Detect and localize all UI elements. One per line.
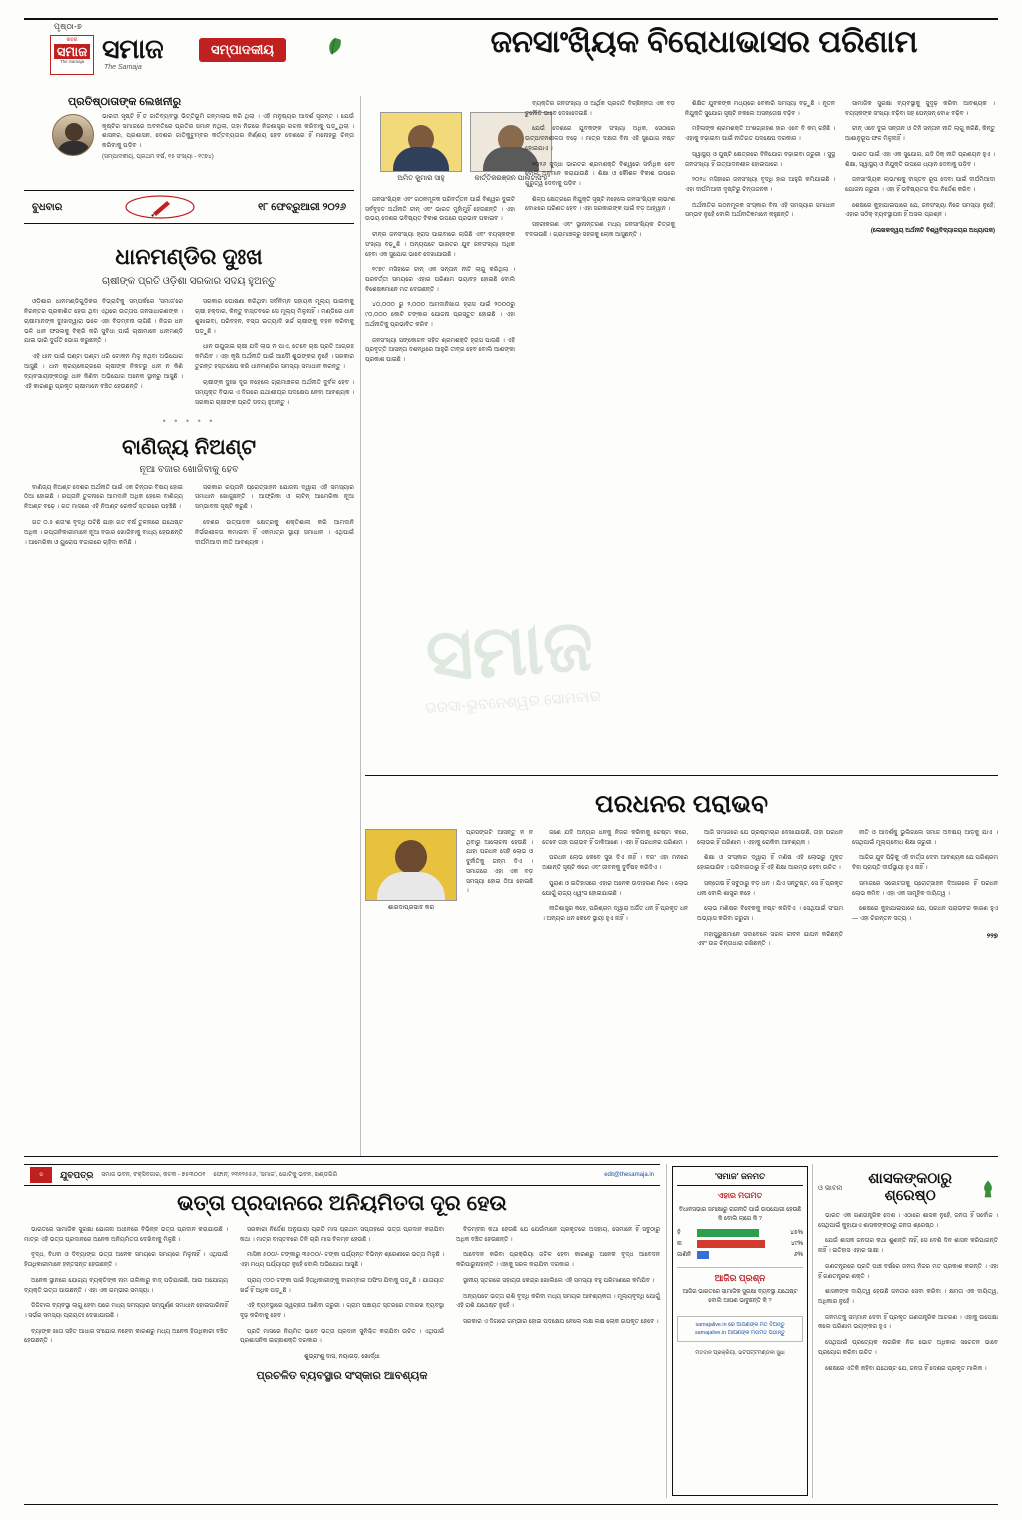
main-feature-para: ଚୀନ୍‌ର ଜନସଂଖ୍ୟା ହ୍ରାସ ପାଇବାରେ ଲାଗିଛି ଏବଂ ବୟସ୍କଙ୍କ ସଂଖ୍ୟା ବଢ଼ୁଛି । ଅନ୍ୟପଟେ ଭାରତର ଯୁବ ଜନସଂଖ୍ୟା ଅଧିକ ହେବା ଏକ ସୁଯୋଗ ଭାବେ ଦେଖାଯାଉଛି ।: [365, 232, 515, 258]
second-feature-col-1: [542, 829, 688, 956]
bottom-article-para: ସ୍ଥାନୀୟ ସ୍ତରରେ ସହାୟତା କେନ୍ଦ୍ର ଖୋଲିଲେ ଏହି ସମସ୍ୟା ବହୁ ପରିମାଣରେ କମିଯିବ ।: [463, 1277, 655, 1284]
poll-bar: [697, 1251, 709, 1259]
second-feature-author-name: ଶାରଦାପ୍ରସାଦ କର: [387, 904, 435, 911]
poll-results: [677, 1229, 803, 1259]
main-feature-para: ସ୍ୱାସ୍ଥ୍ୟ ଓ ପୁଷ୍ଟି କ୍ଷେତ୍ରରେ ବିନିଯୋଗ ବଢ଼ାଇବା ଜରୁରୀ । ସୁସ୍ଥ ଜନସଂଖ୍ୟା ହିଁ ଉତ୍ପାଦନଶୀଳ ହୋଇପାରେ ।: [685, 151, 835, 168]
watermark-text: ସମାଜ: [423, 604, 596, 697]
right-bottom-title: ଶାସକଙ୍କଠାରୁ ଶ୍ରେଷ୍ଠ: [868, 1170, 953, 1204]
footer-brand: ଯୁବପତ୍ର: [60, 1169, 94, 1180]
masthead: [24, 22, 998, 84]
main-feature-para: ଶେଷରେ କୁହାଯାଇପାରେ ଯେ, ଜନସଂଖ୍ୟା ନିଜେ ସମସ୍ୟା ନୁହେଁ; ଏହାର ସଠିକ୍ ବ୍ୟବସ୍ଥାପନା ହିଁ ଅସଲ ପ୍ରଶ୍ନ ।: [845, 202, 995, 219]
logo-bottom-text: The Samaja: [59, 59, 85, 64]
tree-icon: [978, 1179, 998, 1199]
second-feature-para: ଶିକ୍ଷା ଓ ସଂସ୍କାର ଦ୍ୱାରା ହିଁ ମଣିଷ ଏହି ଲୋଭରୁ ମୁକ୍ତ ହୋଇପାରିବ । ପରିବାରଠାରୁ ହିଁ ଏହି ଶିକ୍ଷା ଆରମ୍ଭ ହେବା ଉଚିତ ।: [697, 855, 843, 872]
bottom-article: [24, 1192, 660, 1383]
editorial-2-body: [24, 483, 354, 554]
right-bottom-body: [818, 1212, 998, 1374]
poll-bar: [697, 1240, 765, 1248]
second-feature-para: ସନ୍ତୋଷ ହିଁ ସବୁଠାରୁ ବଡ଼ ଧନ । ଯିଏ ସନ୍ତୁଷ୍ଟ, ସେ ହିଁ ପ୍ରକୃତ ଧନୀ ବୋଲି ଶାସ୍ତ୍ର କହେ ।: [697, 880, 843, 897]
poll-bar: [697, 1229, 759, 1237]
founder-quote-box: [24, 96, 354, 186]
bottom-article-para: ଆବେଦନ କରିବା ପ୍ରକ୍ରିୟା ଜଟିଳ ହେବା କାରଣରୁ ଅନେକ ବୃଦ୍ଧ ଆବେଦନ କରିପାରୁନାହାନ୍ତି । ଏହାକୁ ସରଳ କରାଯିବା ଦରକାର ।: [456, 1252, 660, 1269]
second-feature-author-block: [365, 829, 457, 956]
main-feature-para: ସହରୀକରଣ ଏବଂ ସ୍ଥାନାନ୍ତରଣ ମଧ୍ୟ ଜନସାଂଖ୍ୟିକ ଚିତ୍ରକୁ ବଦଳାଉଛି । ଗ୍ରାମାଞ୍ଚଳରୁ ସହରକୁ ଲୋକ ଆସୁଛନ୍ତି ।: [525, 222, 675, 238]
bottom-article-para: ପ୍ରତି ମାସରେ ନିୟମିତ ଭାବେ ଭତ୍ତା ପ୍ରଦାନ ସୁନିଶ୍ଚିତ କରାଯିବା ଉଚିତ । ଏଥିପାଇଁ ପ୍ରଶାସନିକ ଇଚ୍ଛାଶକ୍ତି ଦରକାର ।: [240, 1328, 444, 1345]
page-bottom-rule: [24, 1504, 998, 1505]
editorial-1-para: ଧାନ ଉପୁଜାଇ ଚାଷୀ ଯଦି ଲାଭ ନ ପାଏ, ତେବେ ଚାଷ ପ୍ରତି ଆଗ୍ରହ କମିଯିବ । ଏହା କୃଷି ଅର୍ଥନୀତି ପାଇଁ ଆଦୌ ଶୁଭଙ୍କର ନୁହେଁ । ସରକାର ତୁରନ୍ତ ହସ୍ତକ୍ଷେପ କରି ଧାନମଣ୍ଡିର ସମସ୍ୟା ସମାଧାନ କରନ୍ତୁ ।: [195, 343, 354, 371]
main-feature-para: ଜନସାଂଖ୍ୟିକ ଲାଭାଂଶକୁ ବାସ୍ତବ ରୂପ ଦେବା ପାଇଁ ଦୀର୍ଘମିଆଦୀ ଯୋଜନା ଜରୁରୀ । ଏହା ହିଁ ଭବିଷ୍ୟତର ଦିଗ ନିର୍ଦ୍ଦେଶ କରିବ ।: [845, 177, 995, 194]
bottom-article-para: ଡିଜିଟାଲ ବ୍ୟବସ୍ଥା ଲାଗୁ ହେବା ପରେ ମଧ୍ୟ ସମସ୍ୟାର ସମ୍ପୂର୍ଣ୍ଣ ସମାଧାନ ହୋଇପାରିନାହିଁ । ସର୍ଭର ସମସ୍ୟା ପ୍ରାୟତଃ ଦେଖାଯାଉଛି ।: [24, 1303, 228, 1320]
second-feature-para: ଲୋଭ ମଣିଷର ବିବେକକୁ ନଷ୍ଟ କରିଦିଏ । ସେଥିପାଇଁ ସଂଯମ ଅଭ୍ୟାସ କରିବା ଜରୁରୀ ।: [697, 906, 843, 923]
issue-date: ୧୮ ଫେବ୍ରୁଆରୀ ୨୦୨୬: [258, 201, 346, 213]
bottom-article-para: ସରକାର ଏ ଦିଗରେ ଗମ୍ଭୀର ହୋଇ ପଦକ୍ଷେପ ନେଲେ ଲକ୍ଷ ଲକ୍ଷ ଲୋକ ଉପକୃତ ହେବେ ।: [463, 1319, 659, 1326]
footer-logo: ସ: [30, 1167, 52, 1183]
main-feature-para: ୨୦୨୬ ସୁଦ୍ଧା ଭାରତର ଶ୍ରମଶକ୍ତି ବିଶ୍ୱରେ ସର୍ବାଧିକ ହେବ ବୋଲି ଅନୁମାନ କରାଯାଉଛି । ଶିକ୍ଷା ଓ କୌଶଳ ବିକାଶ ଉପରେ ଗୁରୁତ୍ୱ ଦେବାକୁ ପଡ଼ିବ ।: [525, 161, 675, 188]
watermark-subtext: ଭରସା-ଭୁବନେଶ୍ୱର ସୋମବାର: [424, 687, 602, 717]
poll-links[interactable]: [677, 1316, 803, 1342]
editorial-1-subtitle: ଚାଷୀଙ୍କ ପ୍ରତି ଓଡ଼ିଶା ସରକାର ସଦୟ ହୁଅନ୍ତୁ: [101, 276, 277, 287]
main-feature-col-2: [525, 100, 675, 372]
right-bottom-para: ଗଣତନ୍ତ୍ରରେ ପ୍ରତି ପାଞ୍ଚ ବର୍ଷରେ ଜନତା ନିଜର ମତ ପ୍ରକାଶ କରନ୍ତି । ଏହା ହିଁ ଗଣତନ୍ତ୍ରର ଶକ୍ତି ।: [818, 1263, 998, 1280]
footer-masthead-bar: [24, 1164, 660, 1186]
poll-result-row: [677, 1240, 803, 1248]
bottom-article-col-3: [456, 1226, 660, 1383]
main-feature-article: [365, 100, 998, 372]
second-feature-title: ପରଧନର ପରାଭବ: [595, 790, 768, 818]
main-feature-col-3: [685, 100, 835, 372]
main-feature-para: ବ୍ୟକ୍ତିର ଜନସଂଖ୍ୟା ଓ ଆର୍ଥିକ ପ୍ରଗତି ବିଚ୍ଛିନ୍ନତା ଏକ ବଡ଼ ଚୁନୌତି ଭାବେ ଦେଖାଦେଇଛି ।: [525, 101, 675, 117]
leaf-icon: [324, 36, 346, 58]
poll-heading: 'ସମାଜ' ଜନମତ: [677, 1171, 803, 1186]
bottom-article-para: ଅନ୍ୟପଟେ ଭତ୍ତା ରାଶି ବୃଦ୍ଧି କରିବା ମଧ୍ୟ ସମୟର ଆବଶ୍ୟକତା । ମୂଲ୍ୟବୃଦ୍ଧି ଯୋଗୁଁ ଏହି ରାଶି ଯଥେଷ୍ଟ ନୁହେଁ ।: [456, 1293, 660, 1310]
editorial-1-para: ଚାଷୀଙ୍କ ଦୁଃଖ ଦୂର ନହେଲେ ଗ୍ରାମାଞ୍ଚଳର ଅର୍ଥନୀତି ଦୁର୍ବଳ ହେବ । ସମ୍ପୃକ୍ତ ବିଭାଗ ଏ ଦିଗରେ ଯଥାଶୀଘ୍ର ପଦକ୍ଷେପ ନେବା ଆବଶ୍ୟକ । ସରକାର ଚାଷୀଙ୍କ ପ୍ରତି ସଦୟ ହୁଅନ୍ତୁ ।: [195, 379, 354, 406]
second-feature-para: ପୁରାଣ ଓ ଇତିହାସରେ ଏହାର ଅନେକ ଉଦାହରଣ ମିଳେ । ଲୋଭ ଯୋଗୁଁ ରାଜ୍ୟ ଧ୍ୱଂସ ହୋଇଯାଇଛି ।: [542, 880, 689, 897]
right-bottom-para: ଯେଉଁ ଶାସକ ଜନତାର କଥା ଶୁଣନ୍ତି ନାହିଁ, ସେ ବେଶି ଦିନ ଶାସନ କରିପାରନ୍ତି ନାହିଁ । ଇତିହାସ ଏହାର ସାକ୍ଷୀ ।: [818, 1238, 998, 1255]
main-feature-para: ଯେଉଁ ଦେଶରେ ଯୁବକଙ୍କ ସଂଖ୍ୟା ଅଧିକ, ସେଠାରେ ଉତ୍ପାଦନଶୀଳତା ବଢ଼େ । ମାତ୍ର ଦକ୍ଷତା ବିନା ଏହି ସୁଯୋଗ ନଷ୍ଟ ହୋଇଯାଏ ।: [525, 126, 675, 152]
paper-logo: [50, 35, 94, 75]
right-bottom-para: ଭାରତ ଏକ ଗଣତାନ୍ତ୍ରିକ ଦେଶ । ଏଠାରେ ଶାସକ ନୁହେଁ, ଜନତା ହିଁ ସର୍ବୋଚ୍ଚ । ସେଥିପାଇଁ କୁହାଯାଏ ଶାସକଙ୍କଠାରୁ ଜନତା ଶ୍ରେଷ୍ଠ ।: [818, 1213, 998, 1229]
logo-mid-text: ସମାଜ: [54, 44, 90, 59]
second-feature-para: ସମାଜରେ ସଚ୍ଚୋଟତାକୁ ପ୍ରୋତ୍ସାହନ ଦିଆଗଲେ ହିଁ ପରଧନ ଲୋଭ କମିବ । ଏହା ଏକ ସାମୂହିକ ଦାୟିତ୍ୱ ।: [852, 880, 998, 897]
footer-phone: ଫୋନ୍: ୨୩୧୨୫୫୬, 'ସମାଜ', ଗୋଟିକୁ ଭବନ, ଖଣ୍ଡଗିରି: [213, 1171, 338, 1178]
poll-result-row: [677, 1229, 803, 1237]
poll-box: [672, 1166, 808, 1496]
author-2-name: କାର୍ତ୍ତିକରଞ୍ଜନ ପାଲଟାସିଂହ: [474, 175, 548, 182]
paper-name: ସମାଜ: [102, 34, 164, 64]
column-divider: [360, 96, 361, 1156]
second-feature-para: ଆଜି ସମାଜରେ ଯେ ଭ୍ରଷ୍ଟାଚାର ଦେଖାଯାଉଛି, ତାହା ପରଧନ ଲୋଭର ହିଁ ପରିଣାମ । ଏହାକୁ ରୋକିବା ଆବଶ୍ୟକ ।: [697, 830, 843, 846]
main-feature-para: ୪୦,୦୦୦ ରୁ ୨,୦୦୦ ଆମଦାନିଖାତା ହ୍ରାସ ପାଇଁ ୨୦୦୦ରୁ ୯୦,୦୦୦ କୋଟି ଟଙ୍କାର ଯୋଜନା ପ୍ରସ୍ତୁତ ହୋଇଛି । ଏହା ଅର୍ଥନୀତିକୁ ପ୍ରଭାବିତ କରିବ ।: [365, 302, 515, 328]
right-bottom-article: [818, 1166, 998, 1380]
watermark: [294, 546, 727, 775]
main-feature-para: ୧୯୭୯ ମସିହାରେ ଚୀନ୍ ଏକ ସନ୍ତାନ ନୀତି ଲାଗୁ କରିଥିଲା । ପରବର୍ତ୍ତୀ ସମୟରେ ଏହାର ପରିଣାମ ଭୟାବହ ହୋଇଛି ବୋଲି ବିଶେଷଜ୍ଞମାନେ ମତ ଦେଉଛନ୍ତି ।: [365, 267, 515, 293]
poll-result-row: [677, 1251, 803, 1259]
main-headline: ଜନସାଂଖ୍ୟିକ ବିରୋଧାଭାସର ପରିଣାମ: [490, 24, 918, 59]
date-bar: [24, 190, 354, 224]
main-feature-col-4: [845, 100, 995, 372]
bottom-article-para: ବିଡ଼ମ୍ବନା କଥା ହେଉଛି ଯେ ଯେଉଁମାନେ ପ୍ରକୃତରେ ଅସହାୟ, ସେମାନେ ହିଁ ସବୁଠାରୁ ଅଧିକ ବଞ୍ଚିତ ହେଉଛନ୍ତି ।: [456, 1227, 660, 1243]
second-feature-lead: [466, 829, 533, 956]
main-feature-para: ସାମାଜିକ ସୁରକ୍ଷା ବ୍ୟବସ୍ଥାକୁ ସୁଦୃଢ଼ କରିବା ଆବଶ୍ୟକ । ବୟସ୍କଙ୍କ ସଂଖ୍ୟା ବଢ଼ିବା ସହ ପେନ୍‌ସନ୍ ବୋଝ ବଢ଼ିବ ।: [845, 101, 995, 117]
founder-quote-text: ଭାରତୀ ସୃଷ୍ଟି ହିଁ ତ ଜାତିବ୍ୟବସ୍ଥା ଭିତ୍ତିଭୂମି ଜନ୍ମଲାଭ କରି ଥିଲା । ଏହି ମନୁଷ୍ୟର ଆଦର୍ଶ ସୃଜନ୍ତ । ଯେଉଁ କୃଷ୍ଟିର ସମାଜରେ ଅବନତିରେ ପ୍ରତିର ସମାନ ନଥିଲା, ତାହା ନିଜରେ ନିଜଶାସ୍ତ୍ର ରଚନା କରିବାକୁ ପଡ଼ୁଥିଲା । ଶାସନର, ପ୍ରଶାସନ, ଦେଶର ଜାତିକୁଟୁମ୍ବର କର୍ତ୍ତବ୍ୟତାର ନିର୍ଣ୍ଣୟ ହେବ ଦେଶରେ ହିଁ ମନୋହରୁ ଚିନ୍ତା କରିବାକୁ ପଡ଼ିବ ।: [102, 113, 354, 149]
editorial-1-title: ଧାନମଣ୍ଡିର ଦୁଃଖ: [115, 244, 263, 269]
pen-nib-icon: [123, 194, 197, 220]
bottom-article-para: ବ୍ୟାଙ୍କ ଖାତା ସହିତ ଆଧାର ସଂଯୋଗ ନହେବା କାରଣରୁ ମଧ୍ୟ ଅନେକ ହିତାଧିକାରୀ ବଞ୍ଚିତ ହେଉଛନ୍ତି ।: [24, 1328, 228, 1345]
poll-right-divider: [812, 1164, 813, 1498]
second-feature-article: [365, 790, 998, 956]
bottom-article-col-2: [240, 1226, 444, 1383]
editorial-2-para: ଦେଶର ଉତ୍ପାଦନ କ୍ଷେତ୍ରକୁ ଶକ୍ତିଶାଳୀ କରି ଆମଦାନି ନିର୍ଭରଶୀଳତା କମାଇବା ହିଁ ଏକମାତ୍ର ସ୍ଥାୟୀ ସମାଧାନ । ଏଥିପାଇଁ ଦୀର୍ଘମିଆଦୀ ନୀତି ଆବଶ୍ୟକ ।: [195, 519, 354, 546]
main-feature-para: ମହିଳାଙ୍କ ଶ୍ରମଶକ୍ତି ଅଂଶଗ୍ରହଣ ହାର ଏବେ ବି କମ୍ ରହିଛି । ଏହାକୁ ବଢ଼ାଇବା ପାଇଁ ନୀତିଗତ ପଦକ୍ଷେପ ଦରକାର ।: [685, 126, 835, 143]
editorial-column: [24, 230, 354, 554]
weekday-label: ବୁଧବାର: [32, 201, 63, 213]
main-feature-para: ଜନସାଂଖ୍ୟିକ ଏବଂ ଗଠନମୂଳକ ପରିବର୍ତ୍ତନ ପାଇଁ ବିଶ୍ୱର ଦୁଇଟି ସର୍ବବୃହତ ଅର୍ଥନୀତି ଚୀନ୍ ଏବଂ ଭାରତ ମୁହାଁମୁହିଁ ହେଉଛନ୍ତି । ଏହା ଉଭୟ ଦେଶର ଭବିଷ୍ୟତ ବିକାଶ ଉପରେ ପ୍ରଭାବ ପକାଇବ ।: [365, 197, 515, 223]
bottom-article-para: ଅନେକ ସ୍ଥାନରେ ଯୋଗ୍ୟ ବ୍ୟକ୍ତିଙ୍କ ନାମ ତାଲିକାରୁ ବାଦ୍ ପଡ଼ିଯାଇଛି, ଆଉ ଅଯୋଗ୍ୟ ବ୍ୟକ୍ତି ଭତ୍ତା ପାଉଛନ୍ତି । ଏହା ଏକ ଗମ୍ଭୀର ସମସ୍ୟା ।: [24, 1277, 228, 1294]
author-1-name: ଅମିତ କୁମାର ସାହୁ: [397, 175, 445, 182]
main-feature-para: ୨୦୨୪ ମସିହାରେ ଜନସଂଖ୍ୟା ବୃଦ୍ଧି ହାର ଆହୁରି କମିଯାଇଛି । ଏହା ଦୀର୍ଘମିଆଦୀ ଦୃଷ୍ଟିରୁ ଚିନ୍ତାଜନକ ।: [685, 177, 835, 194]
second-feature-para: ଆଜିର ଯୁବ ପିଢ଼ିକୁ ଏହି ବାର୍ତ୍ତା ଦେବା ଆବଶ୍ୟକ ଯେ ପରିଶ୍ରମ ବିନା ପ୍ରାପ୍ତି ଦୀର୍ଘସ୍ଥାୟୀ ହୁଏ ନାହିଁ ।: [852, 855, 998, 872]
second-feature-col-2: [697, 829, 843, 956]
bottom-article-col-1: [24, 1226, 228, 1383]
second-feature-para: ନୀତି ଓ ଆଦର୍ଶକୁ ଭୁଲିଗଲେ ସମାଜ ଅବକ୍ଷୟ ଆଡ଼କୁ ଯାଏ । ସେଥିପାଇଁ ମୂଲ୍ୟବୋଧ ଶିକ୍ଷା ଜରୁରୀ ।: [852, 830, 998, 846]
editorial-2-para: ସରକାର ରପ୍ତାନି ପ୍ରୋତ୍ସାହନ ଯୋଜନା ଦ୍ୱାରା ଏହି ସମସ୍ୟାର ସମାଧାନ ଖୋଜୁଛନ୍ତି । ଆଫ୍ରିକା ଓ ଲାଟିନ୍ ଆମେରିକା ନୂଆ ସମ୍ଭାବନା ସୃଷ୍ଟି କରୁଛି ।: [195, 483, 354, 511]
poll-question: ବିଧାନସଭାର ସମୀକ୍ଷାରୁ ରାଜନୀତି ପାଇଁ ଉପଯୋଗୀ ହେଉଛି କି ବୋଲି ଲାଗେ କି ?: [678, 1207, 802, 1222]
main-feature-col-1: [365, 100, 515, 372]
poll-footer-note: ମତଦାନ ପ୍ରକ୍ରିୟା, ଭଟପଟ୍ଟମଣ୍ଡଳୀ ସୁଧା: [695, 1349, 785, 1356]
second-feature-para: ଜଣେ ଯଦି ଅନ୍ୟର ଧନକୁ ନିଜର କରିବାକୁ ଚେଷ୍ଟା କରେ, ତେବେ ତାହା ପରାଭବ ହିଁ ଡାକିଆଣେ । ଏହା ହିଁ ପରଧନର ପରିଣାମ ।: [542, 830, 689, 846]
bottom-article-para: ବୃଦ୍ଧ, ବିଧବା ଓ ଦିବ୍ୟାଙ୍ଗ ଭତ୍ତା ଅନେକ ସମୟରେ ସମୟରେ ମିଳୁନାହିଁ । ଏଥିପାଇଁ ହିତାଧିକାରୀମାନେ ହନ୍ତସନ୍ତ ହେଉଛନ୍ତି ।: [24, 1252, 228, 1269]
bottom-article-para: ଭାରତରେ ସାମାଜିକ ସୁରକ୍ଷା ଯୋଜନା ଅଧୀନରେ ବିଭିନ୍ନ ଭତ୍ତା ପ୍ରଦାନ କରାଯାଉଛି । ମାତ୍ର ଏହି ଭତ୍ତା ପ୍ରଦାନରେ ଅନେକ ଅନିୟମିତତା ଦେଖିବାକୁ ମିଳୁଛି ।: [24, 1227, 228, 1243]
poll-link-1[interactable]: samajalive.in ରେ ଆପଣଙ୍କ ମତ ଦିଅନ୍ତୁ: [695, 1321, 785, 1328]
poll-option-label: ହଁ: [677, 1229, 681, 1236]
bottom-article-para: ପ୍ରାୟ ୯୦୦ ଟଙ୍କା ପାଇଁ ହିତାଧିକାରୀଙ୍କୁ ବାରମ୍ବାର ଅଫିସ ଯିବାକୁ ପଡ଼ୁଛି । ଯାତାୟାତ ଖର୍ଚ୍ଚ ହିଁ ଅଧିକ ପଡ଼ୁଛି ।: [240, 1277, 444, 1294]
feature-divider: [365, 775, 998, 776]
bottom-article-credit: ଶୁଭ୍ରାଂଶୁ ଦାସ, ନୟାଗଡ଼, ଖୋର୍ଦ୍ଧା: [304, 1354, 380, 1361]
poll-percent: ୪୫%: [790, 1229, 803, 1236]
poll-next-question: ଆଜିର ଭାରତରେ ସାମାଜିକ ସୁରକ୍ଷା ବ୍ୟବସ୍ଥା ଯଥେଷ୍ଟ ବୋଲି ଆପଣ ଭାବୁଛନ୍ତି କି ?: [682, 1289, 798, 1305]
bottom-article-para: ଏହି ବ୍ୟବସ୍ଥାରେ ସ୍ୱଚ୍ଛତା ଆଣିବା ଜରୁରୀ । ଗ୍ରାମ ପଞ୍ଚାୟତ ସ୍ତରରେ ତଦାରଖ ବ୍ୟବସ୍ଥା ଦୃଢ଼ କରିବାକୁ ହେବ ।: [240, 1303, 444, 1320]
bottom-article-title: ଭତ୍ତା ପ୍ରଦାନରେ ଅନିୟମିତତା ଦୂର ହେଉ: [177, 1192, 507, 1215]
editorial-2-para: ବାଣିଜ୍ୟ ନିଅଣ୍ଟ ଦେଶର ଅର୍ଥନୀତି ପାଇଁ ଏକ ଚିନ୍ତାର ବିଷୟ ହୋଇ ଠିଆ ହୋଇଛି । ରପ୍ତାନି ତୁଳନାରେ ଆମଦାନି ଅଧିକ ହେଲେ ବାଣିଜ୍ୟ ନିଅଣ୍ଟ ବଢ଼େ । ଗତ ମାସରେ ଏହି ନିଅଣ୍ଟ ରେକର୍ଡ ସ୍ତରରେ ପହଞ୍ଚିଛି ।: [24, 483, 183, 511]
second-feature-para: ଶେଷରେ କୁହାଯାଇପାରେ ଯେ, ପରଧନ ପରାଭବର କାରଣ ହୁଏ — ଏହା ଚିରନ୍ତନ ସତ୍ୟ ।: [852, 906, 998, 923]
second-feature-lead-text: ପ୍ରସଙ୍ଗଟି ଆସନ୍ତୁ ନ ନ ଥିବାରୁ ଆଲୋଚନା ହେଉଛି । ଯାହା ପରଧନ ସେହି ଲୋଭ ଓ ଦୁର୍ନୀତିକୁ ଜନ୍ମ ଦିଏ । ସମାଜରେ ଏହା ଏକ ବଡ଼ ସମସ୍ୟା ହୋଇ ଠିଆ ହୋଇଛି ।: [466, 830, 534, 895]
second-feature-col-3: [852, 829, 998, 956]
paper-tagline: The Samaja: [104, 64, 142, 71]
founder-portrait: [52, 114, 94, 156]
poll-left-divider: [666, 1164, 667, 1498]
founder-quote-attribution: (ସମ୍ପାଦକୀୟ, ପ୍ରଥମ ବର୍ଷ, ୧୫ ସଂଖ୍ୟା - ୧୯୭୪): [102, 154, 214, 161]
right-bottom-para: ଜନମତକୁ ସମ୍ମାନ ଦେବା ହିଁ ପ୍ରକୃତ ଗଣତାନ୍ତ୍ରିକ ଆଚରଣ । ଏହାକୁ ଉପେକ୍ଷା କଲେ ପରିଣାମ ଭୟଙ୍କର ହୁଏ ।: [818, 1314, 998, 1331]
poll-percent: ୬%: [793, 1251, 803, 1258]
editorial-2-para: ଗତ ୦.୫ ଶତାଂଶ ବୃଦ୍ଧି ଘଟିଛି ଯାହା ଗତ ବର୍ଷ ତୁଳନାରେ ଯଥେଷ୍ଟ ଅଧିକ । ରପ୍ତାନିକାରୀମାନେ ନୂଆ ବଜାର ଖୋଜିବାକୁ ବାଧ୍ୟ ହେଉଛନ୍ତି । ଆମେରିକା ଓ ୟୁରୋପ ବଜାରରେ ଚାହିଦା କମିଛି ।: [24, 519, 183, 546]
main-feature-credit: (ଲେଖକଦ୍ୱୟ ଅର୍ଥନୀତି ବିଶ୍ୱବିଦ୍ୟାଳୟର ଅଧ୍ୟାପକ): [870, 228, 995, 235]
poll-percent: ୪୯%: [790, 1240, 803, 1247]
section-pill: ସମ୍ପାଦକୀୟ: [199, 38, 286, 62]
bottom-section-rule: [24, 1156, 998, 1157]
section-divider: • • • • •: [162, 415, 216, 426]
bottom-article-tagline: ପ୍ରଚଳିତ ବ୍ୟବସ୍ଥାର ସଂସ୍କାର ଆବଶ୍ୟକ: [256, 1369, 428, 1382]
poll-option-label: ନା: [677, 1240, 682, 1247]
second-feature-para: ପରଧନ ଲୋଭ କେବେ ସୁଖ ଦିଏ ନାହିଁ । ବରଂ ଏହା ମନରେ ଅଶାନ୍ତି ସୃଷ୍ଟି କରେ ଏବଂ ଜୀବନକୁ ଦୁର୍ବିଷହ କରିଦିଏ ।: [542, 855, 689, 872]
second-feature-para: ନୀତିଶାସ୍ତ୍ର କହେ, ପରିଶ୍ରମ ଦ୍ୱାରା ଅର୍ଜିତ ଧନ ହିଁ ପ୍ରକୃତ ଧନ । ଅନ୍ୟର ଧନ କେବେ ସ୍ଥାୟୀ ହୁଏ ନାହିଁ ।: [542, 906, 689, 923]
top-rule: [24, 18, 998, 20]
poll-next-heading: ଆଜିର ପ୍ରଶ୍ନ: [677, 1267, 803, 1284]
right-bottom-para: ଶାସକଙ୍କ ଦାୟିତ୍ୱ ହେଉଛି ଜନତାର ସେବା କରିବା । କ୍ଷମତା ଏକ ଦାୟିତ୍ୱ, ଅଧିକାର ନୁହେଁ ।: [818, 1289, 998, 1306]
founder-quote-text-wrap: [102, 112, 354, 163]
right-bottom-para: ସେଥିପାଇଁ ପ୍ରତ୍ୟେକ ନାଗରିକ ନିଜ ଭୋଟ ଅଧିକାର ସଚେତନ ଭାବେ ପ୍ରୟୋଗ କରିବା ଉଚିତ ।: [818, 1340, 998, 1356]
editorial-1-para: ସରକାର ଘୋଷଣା କରିଥିବା ସର୍ବନିମ୍ନ ସହାୟକ ମୂଲ୍ୟ ପାଇବାକୁ ଚାଷୀ ହକ୍ଦାର, କିନ୍ତୁ ବାସ୍ତବରେ ସେ ମୂଲ୍ୟ ମିଳୁନାହିଁ । ମଣ୍ଡିରେ ଧାନ ଶୁଖାଇବା, ପରିବହନ, ବସ୍ତା ଇତ୍ୟାଦି ଖର୍ଚ୍ଚ ଚାଷୀଙ୍କୁ ବହନ କରିବାକୁ ପଡ଼ୁଛି ।: [195, 298, 354, 335]
poll-link-2[interactable]: samajalive.in ଆପଣଙ୍କ ମତାମତ ପଠାନ୍ତୁ: [694, 1329, 786, 1336]
founder-quote-title: ପ୍ରତିଷ୍ଠାତାଙ୍କ ଲେଖନୀରୁ: [68, 96, 182, 108]
poll-option-label: ଜାଣିନି: [677, 1251, 692, 1258]
editorial-2-subtitle: ନୂଆ ବଜାର ଖୋଜିବାକୁ ହେବ: [139, 463, 239, 475]
right-bottom-kicker: ଓ ଭାବନା: [818, 1185, 843, 1192]
editorial-2-title: ବାଣିଜ୍ୟ ନିଅଣ୍ଟ: [121, 435, 257, 459]
right-bottom-para: ଶେଷରେ ଏତିକି କହିବା ଯଥେଷ୍ଟ ଯେ, ଜନତା ହିଁ ଦେଶର ପ୍ରକୃତ ମାଲିକ ।: [825, 1365, 987, 1372]
bottom-article-para: ମାସିକ ୫୦୦/- ଟଙ୍କାରୁ ୩୫୦୦/- ଟଙ୍କା ପର୍ଯ୍ୟନ୍ତ ବିଭିନ୍ନ ଶ୍ରେଣୀରେ ଭତ୍ତା ମିଳୁଛି । ଏହା ମଧ୍ୟ ପର୍ଯ୍ୟାପ୍ତ ନୁହେଁ ବୋଲି ଅଭିଯୋଗ ଆସୁଛି ।: [240, 1252, 444, 1269]
main-feature-para: ଜନସଂଖ୍ୟା ସଙ୍କୋଚନ ସହିତ ଶ୍ରମଶକ୍ତି ହ୍ରାସ ପାଉଛି । ଏହି ପ୍ରବୃତ୍ତି ଆସନ୍ତା ଦଶନ୍ଧିରେ ଆହୁରି ତୀବ୍ର ହେବ ବୋଲି ଆଶଙ୍କା ପ୍ରକାଶ ପାଇଛି ।: [365, 337, 515, 364]
editorial-1-para: ଏହି ଧାନ ପାଇଁ ଘଣ୍ଟା ଘଣ୍ଟା ଧରି ଟୋକନ ମିଳୁ ନଥିବା ଅଭିଯୋଗ ଆସୁଛି । ଧାନ କ୍ରୟକେନ୍ଦ୍ରରେ ଚାଷୀଙ୍କ ନିକଟରୁ ଧାନ ନ କିଣି ବ୍ୟବସାୟୀଙ୍କଠାରୁ ଧାନ କିଣିବା ଅଭିଯୋଗ ଅନେକ ସ୍ଥାନରୁ ଆସୁଛି । ଏହି କାରଣରୁ ପ୍ରକୃତ ଚାଷୀମାନେ ବଞ୍ଚିତ ହେଉଛନ୍ତି ।: [24, 353, 183, 390]
second-feature-para: ମହାପୁରୁଷମାନେ ସଦାବେଳେ ସରଳ ଜୀବନ ଯାପନ କରିଛନ୍ତି ଏବଂ ଉଚ୍ଚ ଚିନ୍ତାଧାରା ରଖିଛନ୍ତି ।: [697, 931, 843, 948]
main-feature-para: ଚୀନ୍ ଏବେ ଦୁଇ ସନ୍ତାନ ଓ ତିନି ସନ୍ତାନ ନୀତି ଲାଗୁ କରିଛି, କିନ୍ତୁ ଆଶାନୁରୂପ ଫଳ ମିଳୁନାହିଁ ।: [845, 126, 995, 143]
main-feature-para: ଶିକ୍ଷିତ ଯୁବକଙ୍କ ମଧ୍ୟରେ ବେକାରି ସମସ୍ୟା ବଢ଼ୁଛି । ନୂତନ ନିଯୁକ୍ତି ସୁଯୋଗ ସୃଷ୍ଟି ନକଲେ ଅସନ୍ତୋଷ ବଢ଼ିବ ।: [685, 101, 835, 117]
footer-email[interactable]: edit@thesamaja.in: [604, 1172, 654, 1178]
footer-address: ସମାଜ ଭବନ, ବକ୍ସିବଜାର, କଟକ - ୭୫୩୦୦୧: [101, 1171, 206, 1178]
poll-subheading: ଏହାର ମତାମତ: [717, 1191, 763, 1200]
main-feature-para: ଶିଳ୍ପ କ୍ଷେତ୍ରରେ ନିଯୁକ୍ତି ସୃଷ୍ଟି ନହେଲେ ଜନସାଂଖ୍ୟିକ ଲାଭାଂଶ ବୋଝରେ ପରିଣତ ହେବ । ଏହା ସରକାରଙ୍କ ପାଇଁ ବଡ଼ ଆହ୍ୱାନ ।: [525, 196, 675, 213]
right-bottom-header: [818, 1166, 998, 1212]
editorial-1-para: ଓଡ଼ିଶାର ଧାନମଣ୍ଡିଗୁଡ଼ିକର ବିଭ୍ରାଟିକୁ ସମ୍ପର୍କରେ 'ସମାଜ'ରେ ନିରନ୍ତର ପ୍ରକାଶିତ ହେଉ ଥିବା ଏଥିରେ ଉତ୍ତାପ ଜନସାଧାରଣଙ୍କ । ଚାଷୀମାନଙ୍କ ଦୁଃଖଦ୍ୱାରା ଭଳେ ଏହା ବିଡ଼ମ୍ବନା ଲାଗିଛି । ନିଜର ଧନ ଭଳି ଧାନ ଫସଲକୁ ବିକ୍ରି କରି ସୁବିଧା ପାଇଁ ଚାଷୀମାନେ ଧାନମଣ୍ଡି ଯାଇ ଭାରି ଦୁର୍ଗତି ଭୋଗ କରୁଛନ୍ତି ।: [24, 298, 183, 345]
logo-top-text: ଖବର: [66, 37, 78, 43]
main-feature-para: ଭାରତ ପାଇଁ ଏହା ଏକ ସୁଯୋଗ, ଯଦି ଠିକ୍ ନୀତି ପ୍ରଣୟନ ହୁଏ । ଶିକ୍ଷା, ସ୍ୱାସ୍ଥ୍ୟ ଓ ନିଯୁକ୍ତି ଉପରେ ଧ୍ୟାନ ଦେବାକୁ ପଡ଼ିବ ।: [845, 151, 995, 168]
second-feature-end-mark: ୨୨୭: [986, 932, 998, 940]
page-number: ପୃଷ୍ଠା-୭: [54, 22, 83, 31]
bottom-article-para: ସରକାରୀ ନିର୍ଦ୍ଦେଶ ଅନୁଯାୟୀ ପ୍ରତି ମାସ ପ୍ରଥମ ସପ୍ତାହରେ ଭତ୍ତା ପ୍ରଦାନ କରାଯିବା କଥା । ମାତ୍ର ବାସ୍ତବରେ ତିନି ଚାରି ମାସ ବିଳମ୍ବ ହେଉଛି ।: [240, 1227, 444, 1243]
main-feature-para: ଅର୍ଥନୀତିର ଗଠନମୂଳକ ସଂସ୍କାର ବିନା ଏହି ସମସ୍ୟାର ସମାଧାନ ସମ୍ଭବ ନୁହେଁ ବୋଲି ଅର୍ଥନୀତିଜ୍ଞମାନେ କହୁଛନ୍ତି ।: [685, 202, 835, 219]
editorial-1-body: [24, 297, 354, 408]
second-feature-author-photo: [365, 829, 457, 901]
